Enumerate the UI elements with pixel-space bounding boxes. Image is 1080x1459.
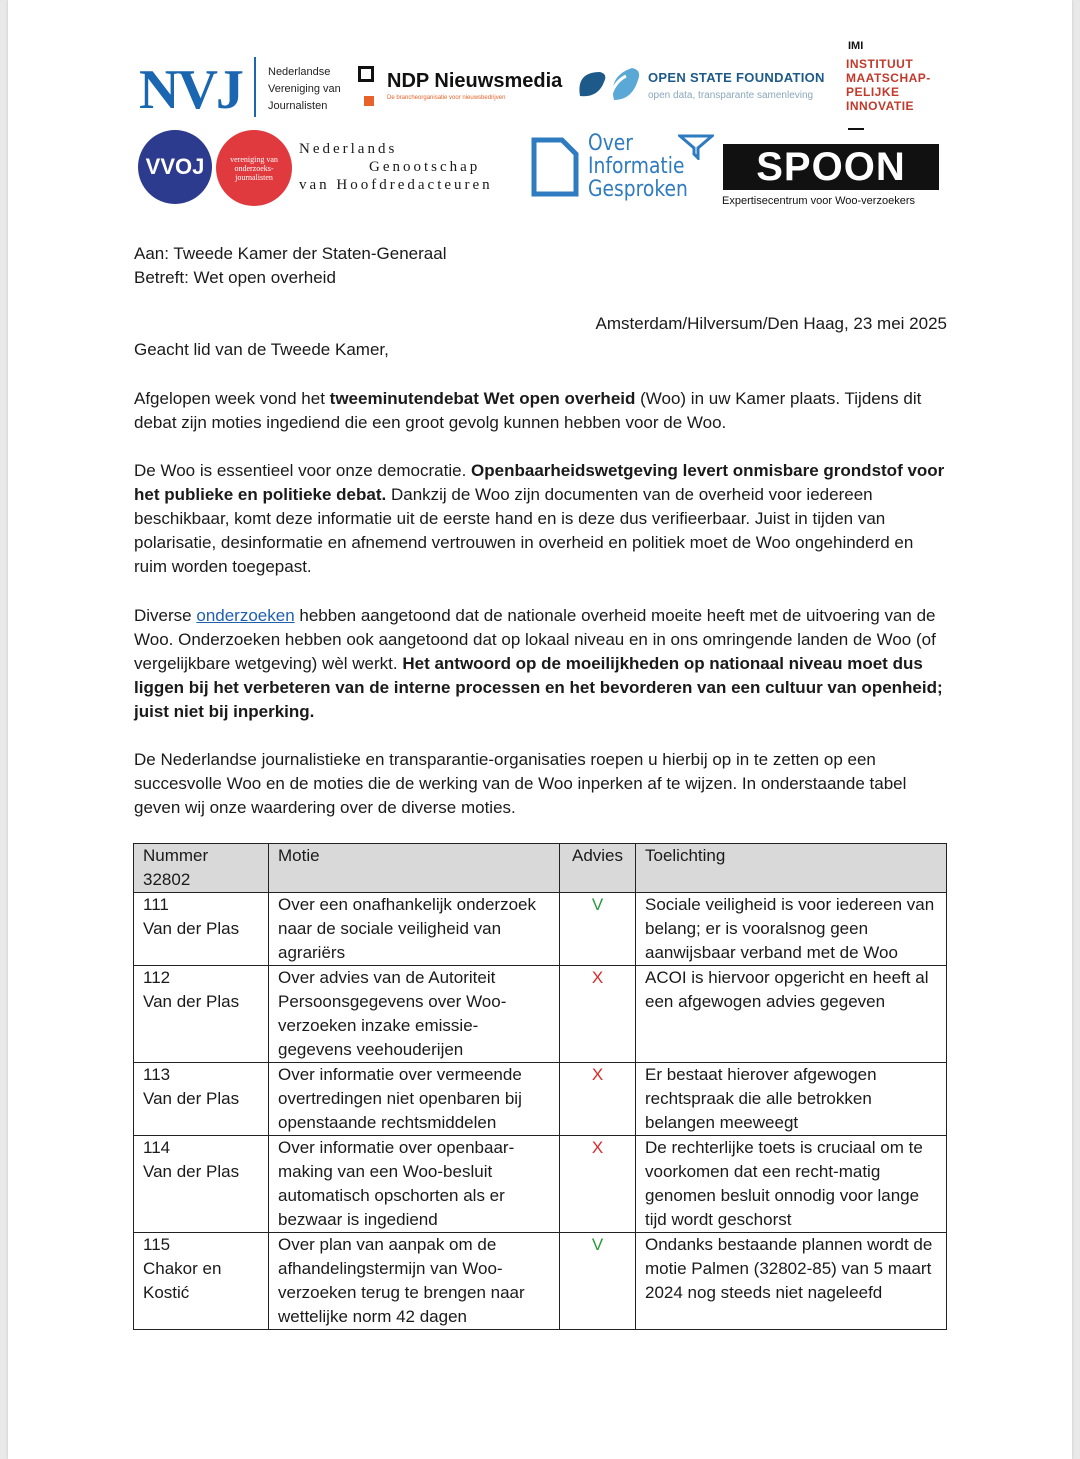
motion-number: 115 bbox=[143, 1235, 171, 1254]
p3-bold: Het antwoord op de moeilijkheden op nationaal niveau moet dus liggen bij het verbeteren van de interne processen en het bevorderen van een cultuur van openheid; juist niet bij inperking. bbox=[134, 654, 943, 721]
oig-logo bbox=[588, 132, 688, 201]
table-row bbox=[134, 966, 947, 1063]
motion-submitter: Van der Plas bbox=[143, 1162, 240, 1181]
p1-text: Afgelopen week vond het bbox=[134, 389, 330, 408]
imi-line: INNOVATIE bbox=[846, 99, 915, 113]
p3-text: Diverse bbox=[134, 606, 197, 625]
motion-submitter: Van der Plas bbox=[143, 992, 240, 1011]
letter-date: Amsterdam/Hilversum/Den Haag, 23 mei 2025 bbox=[595, 314, 947, 333]
cell-nummer bbox=[134, 966, 269, 1063]
p4-text: De Nederlandse journalistieke en transparantie-organisaties roepen u hierbij op in te zetten op een succesvolle Woo en de moties die de werking van de Woo inperken af te wijzen. In onderstaande tabel geven wij onze waardering over de diverse moties. bbox=[134, 750, 907, 817]
imi-line: PELIJKE bbox=[846, 85, 900, 99]
advice-yes-mark: V bbox=[560, 893, 636, 966]
p1-bold: tweeminutendebat Wet open overheid bbox=[329, 389, 636, 408]
motions-table bbox=[133, 843, 947, 1330]
salutation bbox=[134, 338, 948, 362]
nvj-line: Vereniging van bbox=[268, 83, 341, 95]
document-icon bbox=[530, 136, 580, 198]
advice-yes-mark: V bbox=[560, 1233, 636, 1330]
header-nummer-label: Nummer bbox=[143, 846, 209, 865]
motion-number: 112 bbox=[143, 968, 171, 987]
oig-line: Over bbox=[588, 131, 633, 156]
cell-motie: Over informatie over vermeende overtredingen niet openbaren bij openstaande rechtsmiddelen bbox=[269, 1063, 560, 1136]
cell-toelichting: ACOI is hiervoor opgericht en heeft al een afgewogen advies gegeven bbox=[636, 966, 947, 1063]
p1-text-end: (Woo) in uw Kamer plaats. Tijdens dit debat zijn moties ingediend die een groot gevolg kunnen hebben voor de Woo. bbox=[134, 389, 922, 432]
salutation-text: Geacht lid van de Tweede Kamer, bbox=[134, 340, 389, 359]
table-row bbox=[134, 1136, 947, 1233]
imi-line: MAATSCHAP- bbox=[846, 71, 931, 85]
motion-number: 114 bbox=[143, 1138, 171, 1157]
motion-submitter: Van der Plas bbox=[143, 1089, 240, 1108]
vvoj-red-circle bbox=[216, 130, 292, 206]
cell-motie: Over een onafhankelijk onderzoek naar de sociale veiligheid van agrariërs bbox=[269, 893, 560, 966]
vvoj-red-text: vereniging van onderzoeks-journalisten bbox=[230, 154, 278, 182]
table-row bbox=[134, 893, 947, 966]
p3-text-mid: hebben aangetoond dat de nationale overheid moeite heeft met de uitvoering van de Woo. Onderzoeken hebben ook aangetoond dat op lokaal niveau en in ons omringende landen de Woo (of vergelijkbare wetgeving) wèl werkt. bbox=[134, 606, 936, 673]
oig-line: Gesproken bbox=[588, 177, 688, 202]
p2-bold: Openbaarheidswetgeving levert onmisbare grondstof voor het publieke en politieke debat. bbox=[134, 461, 945, 504]
funnel-icon bbox=[678, 134, 714, 160]
nvj-divider bbox=[254, 57, 256, 117]
ngh-line: Genootschap bbox=[369, 159, 481, 175]
header-nummer-sub: 32802 bbox=[143, 870, 191, 889]
table-row bbox=[134, 1233, 947, 1330]
motion-number: 111 bbox=[143, 895, 169, 914]
cell-motie: Over plan van aanpak om de afhandelingstermijn van Woo-verzoeken terug te brengen naar wettelijke norm 42 dagen bbox=[269, 1233, 560, 1330]
header-advies: Advies bbox=[560, 844, 636, 893]
motion-submitter: Chakor en Kostić bbox=[143, 1259, 222, 1302]
advice-no-mark: X bbox=[560, 966, 636, 1063]
onderzoeken-link[interactable]: onderzoeken bbox=[196, 606, 295, 625]
p2-text: De Woo is essentieel voor onze democratie. bbox=[134, 461, 472, 480]
table-row bbox=[134, 1063, 947, 1136]
table-header-row bbox=[134, 844, 947, 893]
imi-dash bbox=[848, 128, 864, 130]
nvj-logo-text bbox=[268, 64, 341, 115]
cell-nummer bbox=[134, 1063, 269, 1136]
p2-text-end: Dankzij de Woo zijn documenten van de overheid voor iedereen beschikbaar, komt deze informatie uit de eerste hand en is deze dus verifieerbaar. Juist in tijden van polarisatie, desinformatie en afnemend vertrouwen in overheid en politiek moet de Woo ongehinderd en ruim worden toegepast. bbox=[134, 485, 914, 576]
motion-submitter: Van der Plas bbox=[143, 919, 240, 938]
spoon-logo: SPOON bbox=[723, 144, 939, 190]
cell-toelichting: De rechterlijke toets is cruciaal om te voorkomen dat een recht-matig genomen besluit onnodig voor lange tijd wordt geschorst bbox=[636, 1136, 947, 1233]
ndp-orange-square-icon bbox=[364, 96, 374, 106]
imi-name bbox=[846, 57, 931, 113]
nvj-logo: NVJ bbox=[139, 59, 242, 121]
open-state-name: OPEN STATE FOUNDATION bbox=[648, 70, 825, 85]
cell-nummer bbox=[134, 1136, 269, 1233]
cell-nummer bbox=[134, 1233, 269, 1330]
ngh-line: van Hoofdredacteuren bbox=[299, 177, 493, 193]
imi-logo: IMI bbox=[848, 40, 864, 52]
open-state-logo-icon bbox=[574, 62, 646, 106]
letter-page bbox=[8, 0, 1072, 1459]
nvj-line: Journalisten bbox=[268, 100, 328, 112]
ndp-logo: NDP Nieuwsmedia bbox=[387, 70, 563, 92]
advice-no-mark: X bbox=[560, 1063, 636, 1136]
cell-toelichting: Er bestaat hierover afgewogen rechtspraak die alle betrokken belangen meeweegt bbox=[636, 1063, 947, 1136]
paragraph-1 bbox=[134, 387, 948, 435]
vvoj-logo: VVOJ bbox=[138, 130, 212, 204]
nvj-line: Nederlandse bbox=[268, 66, 331, 78]
cell-motie: Over advies van de Autoriteit Persoonsgegevens over Woo-verzoeken inzake emissie-gegevens veehouderijen bbox=[269, 966, 560, 1063]
paragraph-3 bbox=[134, 604, 948, 724]
header-toelichting: Toelichting bbox=[636, 844, 947, 893]
spoon-tagline: Expertisecentrum voor Woo-verzoekers bbox=[722, 195, 915, 207]
ngh-logo bbox=[299, 140, 493, 194]
cell-motie: Over informatie over openbaar-making van een Woo-besluit automatisch opschorten als er bezwaar is ingediend bbox=[269, 1136, 560, 1233]
addressee: Aan: Tweede Kamer der Staten-Generaal bbox=[134, 244, 447, 263]
oig-line: Informatie bbox=[588, 154, 685, 179]
address-block bbox=[134, 242, 948, 290]
open-state-tagline: open data, transparante samenleving bbox=[648, 90, 814, 101]
ngh-line: Nederlands bbox=[299, 141, 398, 157]
header-motie: Motie bbox=[269, 844, 560, 893]
cell-toelichting: Ondanks bestaande plannen wordt de motie Palmen (32802-85) van 5 maart 2024 nog steeds niet nageleefd bbox=[636, 1233, 947, 1330]
header-nummer bbox=[134, 844, 269, 893]
advice-no-mark: X bbox=[560, 1136, 636, 1233]
ndp-tagline: De brancheorganisatie voor nieuwsbedrijven bbox=[387, 95, 506, 101]
ndp-square-icon bbox=[358, 66, 374, 82]
logo-header bbox=[8, 0, 1072, 220]
paragraph-4 bbox=[134, 748, 948, 820]
motion-number: 113 bbox=[143, 1065, 171, 1084]
cell-toelichting: Sociale veiligheid is voor iedereen van belang; er is vooralsnog geen aanwijsbaar verband met de Woo bbox=[636, 893, 947, 966]
subject-line: Betreft: Wet open overheid bbox=[134, 268, 336, 287]
paragraph-2 bbox=[134, 459, 948, 579]
cell-nummer bbox=[134, 893, 269, 966]
imi-line: INSTITUUT bbox=[846, 57, 914, 71]
